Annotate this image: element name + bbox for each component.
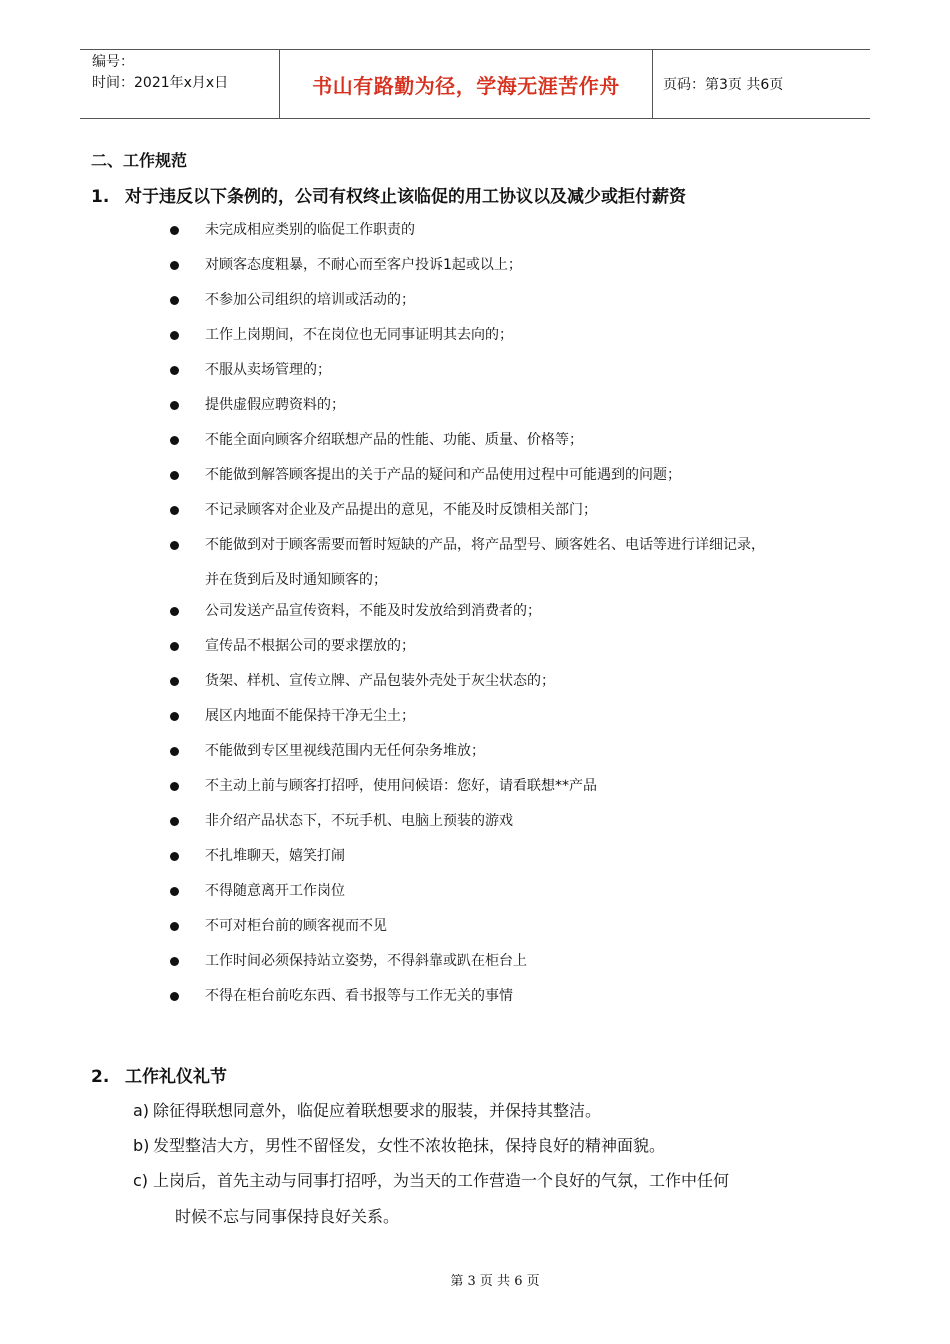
bullet-dot-icon bbox=[170, 712, 179, 721]
list-item: 不能做到专区里视线范围内无任何杂务堆放； bbox=[170, 739, 890, 774]
bullet-dot-icon bbox=[170, 747, 179, 756]
list-item: 工作时间必须保持站立姿势，不得斜靠或趴在柜台上 bbox=[170, 949, 890, 984]
bullet-dot-icon bbox=[170, 887, 179, 896]
list-item: 非介绍产品状态下，不玩手机、电脑上预装的游戏 bbox=[170, 809, 890, 844]
list-item: 不能做到对于顾客需要而暂时短缺的产品，将产品型号、顾客姓名、电话等进行详细记录， 并在货到后及时通知顾客的； bbox=[170, 528, 890, 599]
list-item: 货架、样机、宣传立牌、产品包装外壳处于灰尘状态的； bbox=[170, 669, 890, 704]
list-item: 不能全面向顾客介绍联想产品的性能、功能、质量、价格等； bbox=[170, 428, 890, 463]
item2-title: 工作礼仪礼节 bbox=[125, 1067, 227, 1087]
list-item: 不得随意离开工作岗位 bbox=[170, 879, 890, 914]
bullet-dot-icon bbox=[170, 296, 179, 305]
list-item: 未完成相应类别的临促工作职责的 bbox=[170, 218, 890, 253]
list-item: 不扎堆聊天，嬉笑打闹 bbox=[170, 844, 890, 879]
etiquette-item-b: b) 发型整洁大方，男性不留怪发，女性不浓妆艳抹，保持良好的精神面貌。 bbox=[133, 1136, 666, 1155]
bullet-dot-icon bbox=[170, 607, 179, 616]
bullet-dot-icon bbox=[170, 677, 179, 686]
item2-heading bbox=[91, 1062, 227, 1087]
bullet-dot-icon bbox=[170, 782, 179, 791]
list-item: 不记录顾客对企业及产品提出的意见，不能及时反馈相关部门； bbox=[170, 498, 890, 533]
bullet-dot-icon bbox=[170, 331, 179, 340]
bullet-dot-icon bbox=[170, 957, 179, 966]
bullet-dot-icon bbox=[170, 226, 179, 235]
header-motto: 书山有路勤为径，学海无涯苦作舟 bbox=[280, 50, 653, 118]
list-item: 不参加公司组织的培训或活动的； bbox=[170, 288, 890, 323]
list-item: 不主动上前与顾客打招呼，使用问候语：您好，请看联想**产品 bbox=[170, 774, 890, 809]
list-item: 不服从卖场管理的； bbox=[170, 358, 890, 393]
list-item: 对顾客态度粗暴，不耐心而至客户投诉1起或以上； bbox=[170, 253, 890, 288]
bullet-dot-icon bbox=[170, 401, 179, 410]
header-meta bbox=[80, 50, 280, 118]
list-item: 不能做到解答顾客提出的关于产品的疑问和产品使用过程中可能遇到的问题； bbox=[170, 463, 890, 498]
bullet-dot-icon bbox=[170, 992, 179, 1001]
list-item: 不可对柜台前的顾客视而不见 bbox=[170, 914, 890, 949]
etiquette-item-a: a) 除征得联想同意外，临促应着联想要求的服装，并保持其整洁。 bbox=[133, 1101, 602, 1120]
bullet-dot-icon bbox=[170, 436, 179, 445]
doc-number-label: 编号： bbox=[92, 54, 134, 70]
bullet-dot-icon bbox=[170, 541, 179, 550]
page-header bbox=[80, 49, 870, 119]
bullet-dot-icon bbox=[170, 366, 179, 375]
list-item: 展区内地面不能保持干净无尘土； bbox=[170, 704, 890, 739]
bullet-dot-icon bbox=[170, 261, 179, 270]
doc-time-label: 时间：2021年x月x日 bbox=[92, 75, 229, 91]
item1-title: 对于违反以下条例的，公司有权终止该临促的用工协议以及减少或拒付薪资 bbox=[125, 187, 686, 207]
item2-number: 2. bbox=[91, 1067, 110, 1087]
list-item: 工作上岗期间，不在岗位也无同事证明其去向的； bbox=[170, 323, 890, 358]
section-title: 二、工作规范 bbox=[91, 151, 188, 170]
list-item: 不得在柜台前吃东西、看书报等与工作无关的事情 bbox=[170, 984, 890, 1019]
bullet-dot-icon bbox=[170, 922, 179, 931]
violation-list bbox=[170, 218, 890, 1019]
item1-number: 1. bbox=[91, 187, 110, 207]
list-item: 宣传品不根据公司的要求摆放的； bbox=[170, 634, 890, 669]
bullet-dot-icon bbox=[170, 817, 179, 826]
item1-heading bbox=[91, 182, 686, 207]
bullet-dot-icon bbox=[170, 852, 179, 861]
bullet-dot-icon bbox=[170, 471, 179, 480]
etiquette-item-c: c) 上岗后，首先主动与同事打招呼，为当天的工作营造一个良好的气氛，工作中任何 时候不忘与同事保持良好关系。 bbox=[133, 1171, 730, 1226]
list-item: 公司发送产品宣传资料，不能及时发放给到消费者的； bbox=[170, 599, 890, 634]
page-footer: 第 3 页 共 6 页 bbox=[450, 1274, 540, 1289]
bullet-dot-icon bbox=[170, 642, 179, 651]
header-page-number: 页码：第3页 共6页 bbox=[663, 77, 784, 93]
list-item: 提供虚假应聘资料的； bbox=[170, 393, 890, 428]
bullet-dot-icon bbox=[170, 506, 179, 515]
